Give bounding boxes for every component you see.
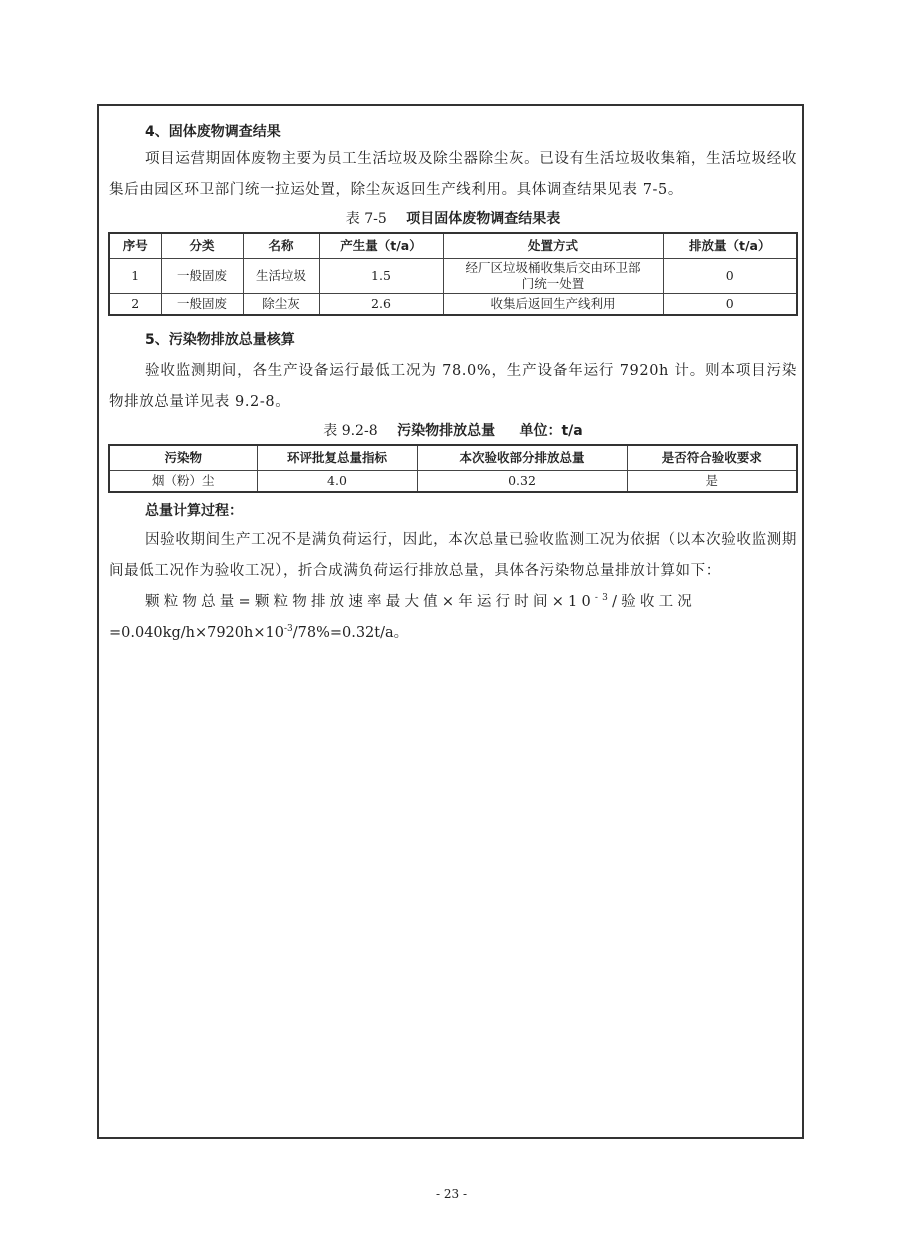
section-4-paragraph: 项目运营期固体废物主要为员工生活垃圾及除尘器除尘灰。已设有生活垃圾收集箱，生活垃圾经收集后由园区环卫部门统一拉运处置，除尘灰返回生产线利用。具体调查结果见表 7-5。	[109, 151, 797, 198]
calc-paragraph: 因验收期间生产工况不是满负荷运行，因此，本次总量已验收监测工况为依据（以本次验收监测期间最低工况作为验收工况），折合成满负荷运行排放总量，具体各污染物总量排放计算如下：	[109, 532, 797, 579]
calc-heading: 总量计算过程：	[145, 503, 243, 519]
table-row	[109, 471, 797, 493]
formula-part-b: /验收工况	[612, 594, 696, 610]
formula-superscript-1: -3	[594, 593, 613, 604]
section-4-heading: 4、固体废物调查结果	[145, 124, 281, 140]
col-header-emission: 排放量（t/a）	[663, 233, 797, 259]
formula-part-a: 颗粒物总量=颗粒物排放速率最大值×年运行时间×10	[145, 594, 595, 610]
col-header-approved-quota: 环评批复总量指标	[257, 445, 417, 471]
formula-line-1	[109, 587, 797, 618]
table-9-2-8-title: 污染物排放总量	[397, 423, 496, 439]
col-header-category: 分类	[161, 233, 243, 259]
col-header-index: 序号	[109, 233, 161, 259]
col-header-generated: 产生量（t/a）	[319, 233, 443, 259]
table-cell: 1.5	[319, 259, 443, 294]
col-header-disposal: 处置方式	[443, 233, 663, 259]
table-cell: 一般固废	[161, 294, 243, 316]
table-7-5-number: 表 7-5	[345, 211, 387, 227]
table-7-5-title: 项目固体废物调查结果表	[406, 211, 561, 227]
section-5-paragraph: 验收监测期间，各生产设备运行最低工况为 78.0%，生产设备年运行 7920h 计。则本项目污染物排放总量详见表 9.2-8。	[109, 363, 797, 410]
table-cell: 收集后返回生产线利用	[443, 294, 663, 316]
table-cell: 0	[663, 259, 797, 294]
table-7-5-caption	[109, 206, 797, 232]
table-cell: 经厂区垃圾桶收集后交由环卫部门统一处置	[443, 259, 663, 294]
col-header-acceptance-total: 本次验收部分排放总量	[417, 445, 627, 471]
solid-waste-table	[108, 232, 798, 316]
table-cell: 1	[109, 259, 161, 294]
formula-line-2	[109, 618, 797, 649]
table-cell: 是	[627, 471, 797, 493]
page-frame	[97, 104, 804, 1139]
table-cell: 一般固废	[161, 259, 243, 294]
table-header-row	[109, 445, 797, 471]
table-9-2-8-unit: 单位：t/a	[519, 423, 583, 439]
page-number: - 23 -	[435, 1187, 467, 1201]
table-row	[109, 259, 797, 294]
table-cell: 生活垃圾	[243, 259, 319, 294]
table-cell: 0.32	[417, 471, 627, 493]
table-cell: 除尘灰	[243, 294, 319, 316]
col-header-name: 名称	[243, 233, 319, 259]
formula-part-d: /78%=0.32t/a。	[292, 625, 409, 641]
emission-total-table	[108, 444, 798, 493]
table-row	[109, 294, 797, 316]
table-cell: 烟（粉）尘	[109, 471, 257, 493]
table-cell: 2	[109, 294, 161, 316]
table-header-row	[109, 233, 797, 259]
col-header-pollutant: 污染物	[109, 445, 257, 471]
formula-part-c: =0.040kg/h×7920h×10	[109, 625, 284, 641]
table-9-2-8-caption	[109, 418, 797, 444]
table-cell: 0	[663, 294, 797, 316]
table-cell: 2.6	[319, 294, 443, 316]
formula-superscript-2: -3	[283, 624, 293, 635]
table-9-2-8-number: 表 9.2-8	[323, 423, 378, 439]
section-5-heading: 5、污染物排放总量核算	[145, 332, 295, 348]
col-header-compliance: 是否符合验收要求	[627, 445, 797, 471]
page-content	[109, 120, 797, 649]
table-cell: 4.0	[257, 471, 417, 493]
